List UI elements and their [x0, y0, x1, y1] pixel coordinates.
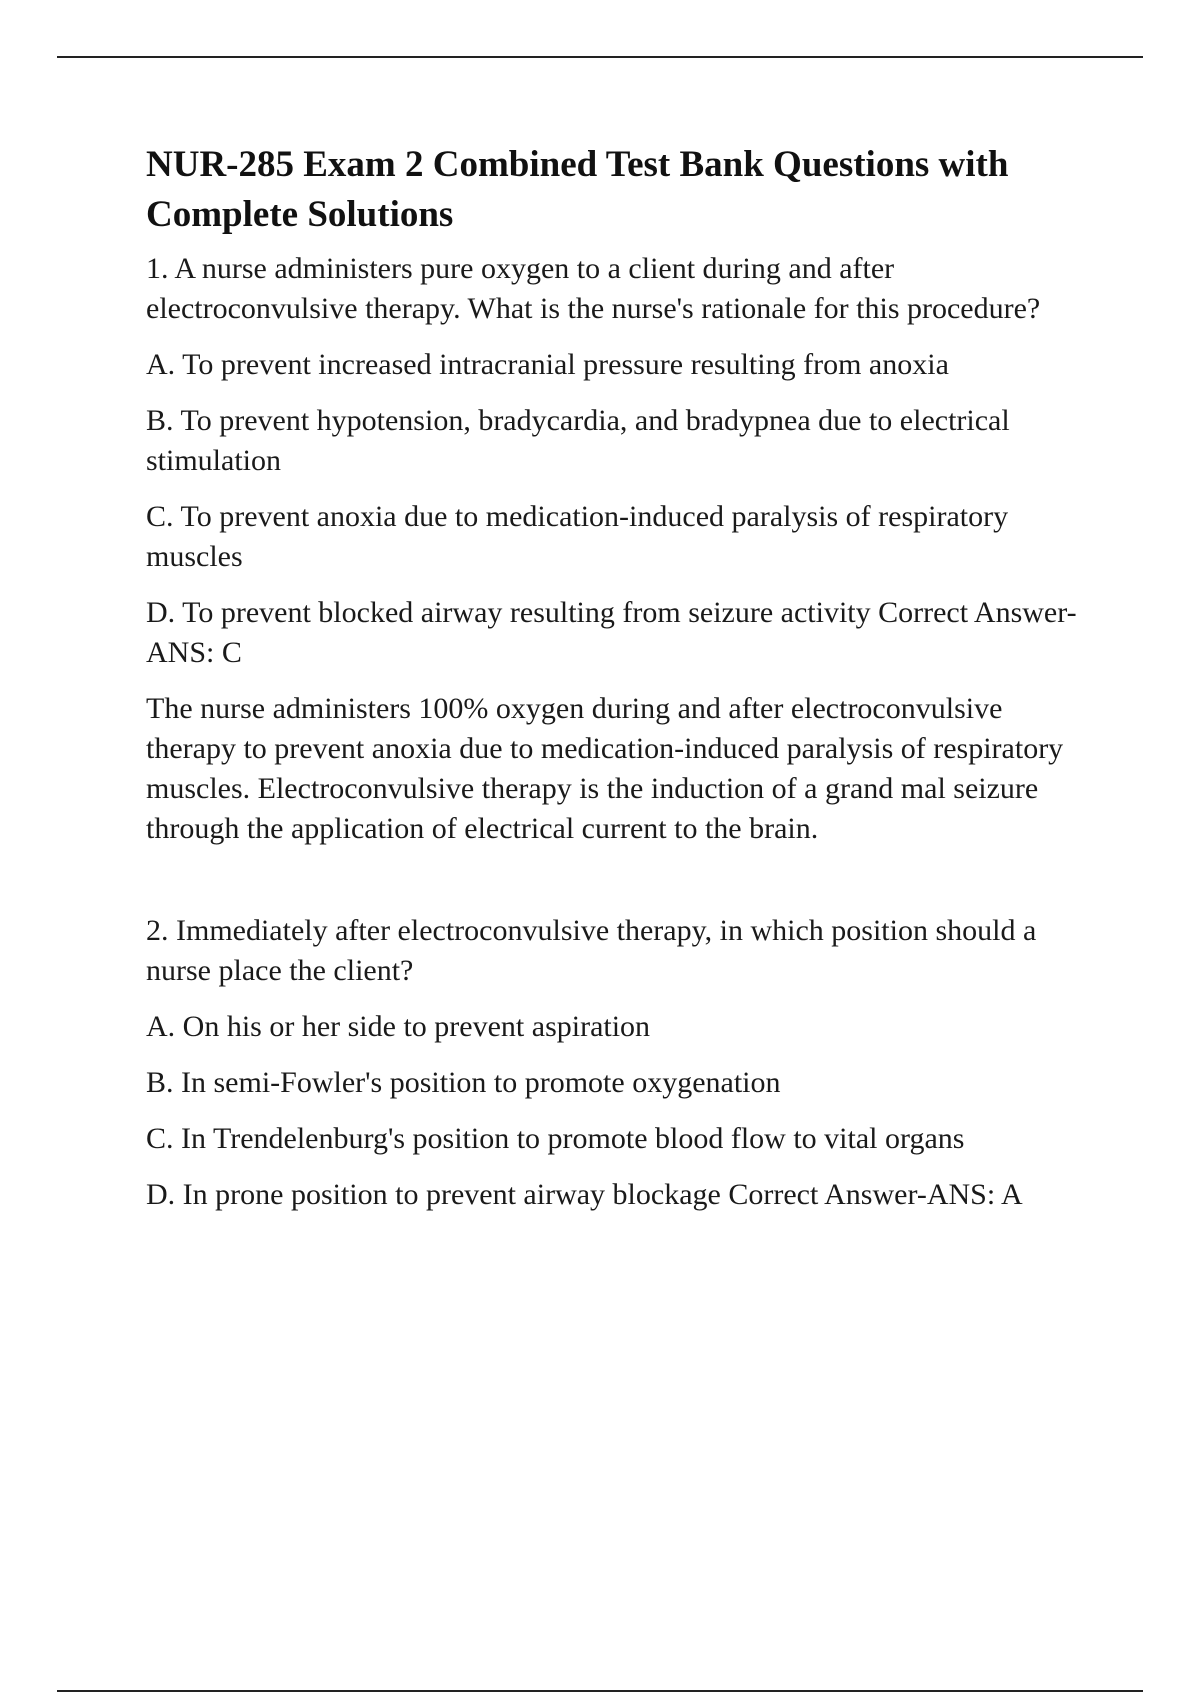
document-title: NUR-285 Exam 2 Combined Test Bank Questions with Complete Solutions: [146, 144, 1009, 235]
answer-option: A. To prevent increased intracranial pressure resulting from anoxia: [146, 348, 949, 381]
answer-option: A. On his or her side to prevent aspiration: [146, 1010, 651, 1043]
answer-option: B. To prevent hypotension, bradycardia, and bradypnea due to electrical stimulation: [146, 404, 1010, 477]
question-2: [146, 911, 1096, 1215]
answer-option: C. In Trendelenburg's position to promote blood flow to vital organs: [146, 1122, 965, 1155]
question-separator: [146, 865, 1096, 911]
top-rule: [57, 56, 1143, 58]
question-stem: 2. Immediately after electroconvulsive therapy, in which position should a nurse place the client?: [146, 914, 1037, 987]
answer-option: C. To prevent anoxia due to medication-induced paralysis of respiratory muscles: [146, 500, 1009, 573]
question-stem: 1. A nurse administers pure oxygen to a client during and after electroconvulsive therapy. What is the nurse's rationale for this procedure?: [146, 252, 1041, 325]
bottom-rule: [57, 1690, 1143, 1692]
document-body: [146, 140, 1096, 1231]
answer-rationale: The nurse administers 100% oxygen during and after electroconvulsive therapy to prevent anoxia due to medication-induced paralysis of respiratory muscles. Electroconvulsive therapy is the induction of a grand mal seizure through the application of electrical current to the brain.: [146, 692, 1064, 845]
answer-option-with-correct-answer: D. In prone position to prevent airway blockage Correct Answer-ANS: A: [146, 1178, 1023, 1211]
question-1: [146, 249, 1096, 849]
answer-option: B. In semi-Fowler's position to promote oxygenation: [146, 1066, 781, 1099]
answer-option-with-correct-answer: D. To prevent blocked airway resulting from seizure activity Correct Answer-ANS: C: [146, 596, 1077, 669]
